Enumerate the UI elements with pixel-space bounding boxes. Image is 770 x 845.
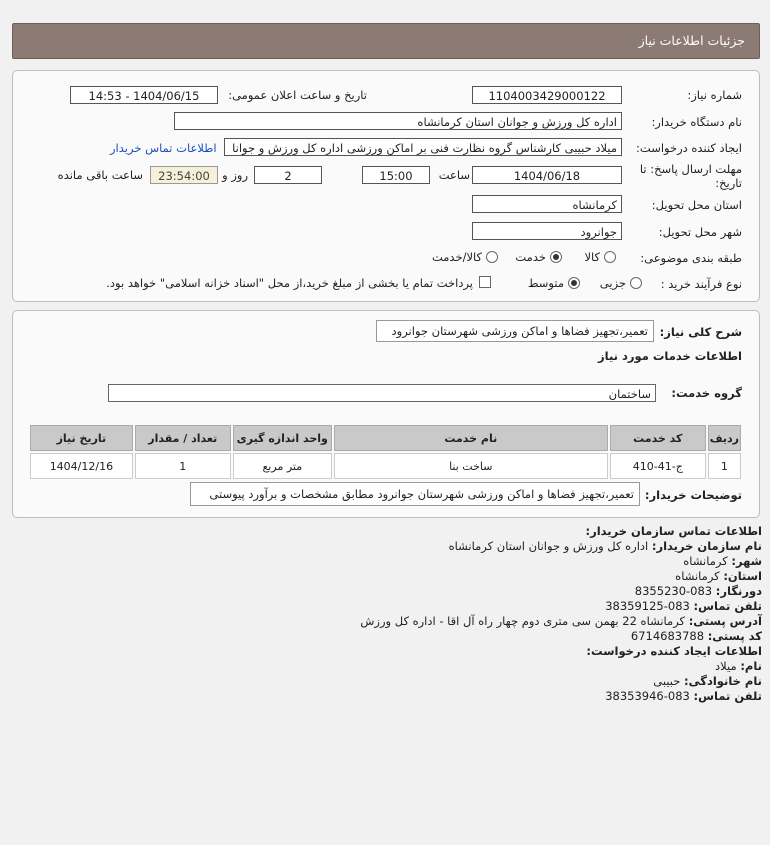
table-row (30, 453, 741, 479)
contact-phone: 083-38359125 (605, 599, 690, 613)
remaining-label: ساعت باقی مانده (57, 168, 143, 182)
announce-label: تاریخ و ساعت اعلان عمومی: (228, 88, 367, 102)
col-header-date: تاریخ نیاز (30, 425, 133, 451)
cell-code: ج-41-410 (610, 453, 706, 479)
deadline-date-field: 1404/06/18 (472, 166, 622, 184)
treasury-payment-checkbox[interactable] (479, 276, 491, 288)
treasury-payment-text: پرداخت تمام یا بخشی از مبلغ خرید،از محل "اسناد خزانه اسلامی" خواهد بود. (106, 276, 473, 290)
city-field: جوانرود (472, 222, 622, 240)
service-group-label: گروه خدمت: (671, 386, 742, 400)
deadline-label: مهلت ارسال پاسخ: تا تاریخ: (639, 162, 742, 190)
contact-title: اطلاعات تماس سازمان خریدار: (585, 524, 762, 538)
process-radio-medium[interactable] (568, 277, 580, 289)
contact-province: کرمانشاه (675, 569, 720, 583)
process-radio-minor[interactable] (630, 277, 642, 289)
contact-postal-label: کد پستی: (707, 629, 762, 643)
cell-name: ساخت بنا (334, 453, 608, 479)
category-label: طبقه بندی موضوعی: (640, 251, 742, 265)
city-label: شهر محل تحویل: (658, 225, 742, 239)
col-header-code: کد خدمت (610, 425, 706, 451)
contact-address-label: آدرس پستی: (688, 614, 762, 628)
category-radio-both[interactable] (486, 251, 498, 263)
creator-field: میلاد حبیبی کارشناس گروه نظارت فنی بر اماکن ورزشی اداره کل ورزش و جوانا (224, 138, 622, 156)
category-radio-service[interactable] (550, 251, 562, 263)
service-group-field: ساختمان (108, 384, 656, 402)
creator-label: ایجاد کننده درخواست: (636, 141, 742, 155)
process-option-minor: جزیی (599, 276, 626, 290)
col-header-qty: تعداد / مقدار (135, 425, 231, 451)
services-title: اطلاعات خدمات مورد نیاز (598, 349, 742, 363)
province-field: کرمانشاه (472, 195, 622, 213)
contact-postal: 6714683788 (630, 629, 705, 643)
col-header-row: ردیف (708, 425, 741, 451)
contact-city: کرمانشاه (683, 554, 728, 568)
deadline-time-field: 15:00 (362, 166, 430, 184)
buyer-notes-field: تعمیر،تجهیز فضاها و اماکن ورزشی شهرستان جوانرود مطابق مشخصات و برآورد پیوستی (190, 482, 640, 506)
contact-fax: 083-8355230 (634, 584, 713, 598)
need-number-label: شماره نیاز: (687, 88, 742, 102)
contact-info (360, 524, 762, 704)
cell-row: 1 (708, 453, 741, 479)
announce-field: 1404/06/15 - 14:53 (70, 86, 218, 104)
creator-family: حبیبی (653, 674, 681, 688)
creator-phone: 083-38353946 (605, 689, 690, 703)
summary-field: تعمیر،تجهیز فضاها و اماکن ورزشی شهرستان جوانرود (376, 320, 654, 342)
contact-address: کرمانشاه 22 بهمن سی متری دوم چهار راه آل اقا - اداره کل ورزش (360, 614, 686, 628)
summary-label: شرح کلی نیاز: (659, 325, 742, 339)
col-header-name: نام خدمت (334, 425, 608, 451)
buyer-org-field: اداره کل ورزش و جوانان استان کرمانشاه (174, 112, 622, 130)
category-option-service: خدمت (515, 250, 546, 264)
creator-family-label: نام خانوادگی: (684, 674, 762, 688)
process-label: نوع فرآیند خرید : (660, 277, 742, 291)
services-table (28, 423, 743, 481)
need-number-field: 1104003429000122 (472, 86, 622, 104)
days-field: 2 (254, 166, 322, 184)
contact-phone-label: تلفن تماس: (693, 599, 762, 613)
creator-phone-label: تلفن تماس: (693, 689, 762, 703)
page-header (12, 23, 760, 59)
cell-unit: متر مربع (233, 453, 332, 479)
deadline-time-label: ساعت (438, 168, 470, 182)
page-title: جزئیات اطلاعات نیاز (638, 33, 745, 48)
cell-date: 1404/12/16 (30, 453, 133, 479)
contact-org-label: نام سازمان خریدار: (651, 539, 762, 553)
creator-name-label: نام: (740, 659, 762, 673)
days-label: روز و (222, 168, 248, 182)
contact-fax-label: دورنگار: (715, 584, 762, 598)
creator-name: میلاد (715, 659, 737, 673)
buyer-notes-label: توضیحات خریدار: (644, 488, 742, 502)
category-option-both: کالا/خدمت (431, 250, 482, 264)
category-option-goods: کالا (584, 250, 600, 264)
contact-province-label: استان: (723, 569, 762, 583)
contact-org: اداره کل ورزش و جوانان استان کرمانشاه (448, 539, 649, 553)
remaining-timer: 23:54:00 (150, 166, 218, 184)
buyer-org-label: نام دستگاه خریدار: (651, 115, 742, 129)
province-label: استان محل تحویل: (651, 198, 742, 212)
category-radio-goods[interactable] (604, 251, 616, 263)
buyer-contact-link[interactable]: اطلاعات تماس خریدار (110, 141, 217, 155)
process-option-medium: متوسط (527, 276, 564, 290)
contact-city-label: شهر: (731, 554, 762, 568)
col-header-unit: واحد اندازه گیری (233, 425, 332, 451)
cell-qty: 1 (135, 453, 231, 479)
creator-info-title: اطلاعات ایجاد کننده درخواست: (586, 644, 762, 658)
